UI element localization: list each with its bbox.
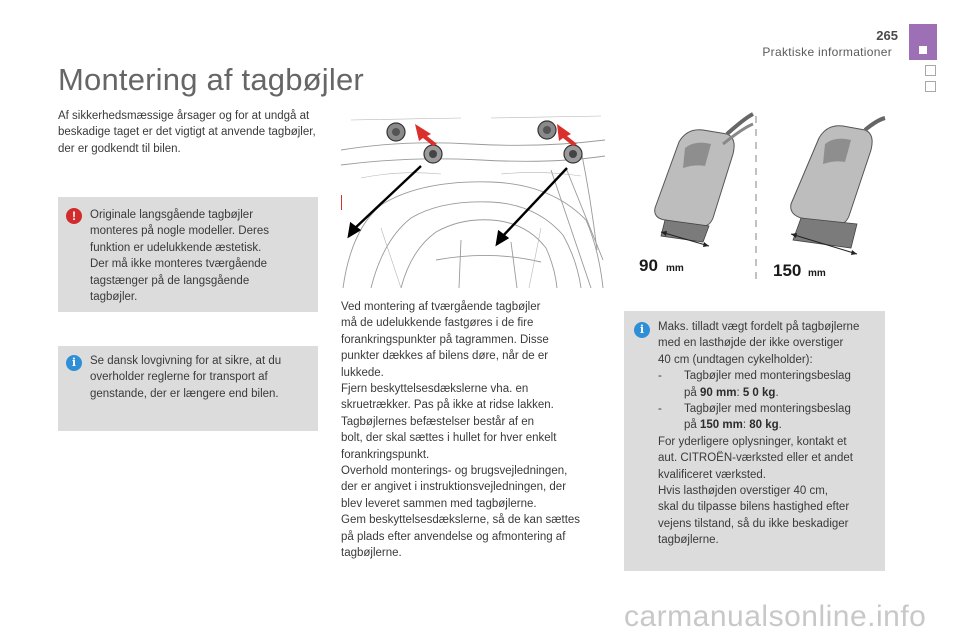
load-line: med en lasthøjde der ikke overstiger bbox=[658, 337, 844, 350]
instruction-line: blev leveret sammen med tagbøjlerne. bbox=[341, 497, 537, 510]
load-line: Hvis lasthøjden overstiger 40 cm, bbox=[658, 485, 829, 498]
load-line: For yderligere oplysninger, kontakt et bbox=[658, 435, 847, 448]
section-title: Praktiske informationer bbox=[762, 45, 892, 59]
mount-90-unit: mm bbox=[666, 263, 684, 274]
load-item-line: Tagbøjler med monteringsbeslag bbox=[684, 370, 851, 383]
mount-length: 90 mm bbox=[700, 386, 737, 399]
instruction-line: Overhold monterings- og brugsvejledningen, bbox=[341, 465, 568, 478]
list-dash: - bbox=[658, 370, 662, 383]
load-info-box bbox=[624, 311, 885, 571]
chapter-tab-active[interactable] bbox=[909, 24, 937, 60]
load-item-line bbox=[684, 417, 879, 433]
warning-line: tagbøjler. bbox=[90, 291, 138, 304]
info-icon: i bbox=[66, 355, 82, 371]
mounting-instructions bbox=[341, 299, 603, 562]
load-line: 40 cm (undtagen cykelholder): bbox=[658, 353, 813, 366]
load-item-prefix: på bbox=[684, 419, 700, 432]
instruction-line: punkter dækkes af bilens døre, når de er bbox=[341, 350, 549, 363]
load-item-end: . bbox=[775, 386, 779, 399]
law-line: Se dansk lovgivning for at sikre, at du bbox=[90, 355, 282, 367]
instruction-line: Fjern beskyttelsesdækslerne vha. en bbox=[341, 383, 529, 396]
law-line: overholder reglerne for transport af bbox=[90, 371, 268, 384]
law-info-box bbox=[58, 346, 318, 431]
load-line: tagbøjlerne. bbox=[658, 534, 719, 547]
intro-paragraph: Af sikkerhedsmæssige årsager og for at undgå at beskadige taget er det vigtigt at anvende tagbøjler, der er godkendt til bilen. bbox=[58, 110, 316, 155]
load-line: skal du tilpasse bilens hastighed efter bbox=[658, 501, 850, 514]
instruction-line: lukkede. bbox=[341, 366, 384, 379]
load-item-sep: : bbox=[742, 419, 750, 432]
load-item-line: Tagbøjler med monteringsbeslag bbox=[684, 403, 851, 416]
max-weight: 5 0 kg bbox=[742, 386, 776, 399]
warning-line: Der må ikke monteres tværgående bbox=[90, 258, 268, 271]
anchor-bolt-left-icon bbox=[424, 145, 442, 163]
warning-line: monteres på nogle modeller. Deres bbox=[90, 225, 269, 238]
load-line: aut. CITROËN-værksted eller et andet bbox=[658, 452, 853, 465]
load-item-prefix: på bbox=[684, 386, 700, 399]
instruction-line: forankringspunkter på tagrammen. Disse bbox=[341, 333, 549, 346]
mount-length: 150 mm bbox=[700, 419, 743, 432]
page-number: 265 bbox=[876, 28, 898, 43]
load-line: vejens tilstand, så du ikke beskadiger bbox=[658, 517, 849, 530]
anchor-cover-right-icon bbox=[538, 121, 556, 139]
warning-line: Originale langsgående tagbøjler bbox=[90, 209, 254, 221]
load-line: Maks. tilladt vægt fordelt på tagbøjlerne bbox=[658, 321, 860, 333]
load-item-end: . bbox=[778, 419, 782, 432]
instruction-line: skruetrækker. Pas på ikke at ridse lakken. bbox=[341, 399, 554, 412]
chapter-tab-empty[interactable] bbox=[925, 65, 936, 76]
mount-90-number: 90 bbox=[639, 256, 658, 275]
list-dash: - bbox=[658, 403, 662, 416]
load-line: kvalificeret værksted. bbox=[658, 468, 767, 481]
chapter-tab-empty[interactable] bbox=[925, 81, 936, 92]
warning-icon: ! bbox=[66, 208, 82, 224]
instruction-line: bolt, der skal sættes i hullet for hver enkelt bbox=[341, 432, 557, 445]
anchor-bolt-right-icon bbox=[564, 145, 582, 163]
load-item-sep: : bbox=[736, 386, 743, 399]
page-title: Montering af tagbøjler bbox=[58, 62, 364, 97]
warning-box bbox=[58, 197, 318, 312]
max-weight: 80 kg bbox=[749, 419, 779, 432]
warning-line: tagstænger på de langsgående bbox=[90, 274, 250, 287]
law-line: genstande, der er længere end bilen. bbox=[90, 387, 279, 400]
tab-marker-icon bbox=[919, 46, 927, 54]
instruction-line: må de udelukkende fastgøres i de fire bbox=[341, 317, 534, 330]
mount-150-unit: mm bbox=[808, 268, 826, 279]
load-list-item bbox=[658, 368, 879, 401]
instruction-line: forankringspunkt. bbox=[341, 448, 430, 461]
roof-rack-foot-illustration bbox=[625, 108, 887, 283]
instruction-line: på plads efter anvendelse og afmontering af bbox=[341, 530, 566, 543]
load-list-item bbox=[658, 401, 879, 434]
info-icon: i bbox=[634, 322, 650, 338]
mount-150-number: 150 bbox=[773, 261, 802, 280]
roof-anchor-illustration bbox=[341, 110, 605, 288]
instruction-line: tagbøjlerne. bbox=[341, 547, 402, 560]
load-item-line bbox=[684, 385, 879, 401]
instruction-line: Ved montering af tværgående tagbøjler bbox=[341, 301, 541, 313]
warning-line: funktion er udelukkende æstetisk. bbox=[90, 241, 262, 254]
watermark: carmanualsonline.info bbox=[624, 600, 927, 633]
anchor-cover-left-icon bbox=[387, 123, 405, 141]
instruction-line: Gem beskyttelsesdækslerne, så de kan sættes bbox=[341, 514, 581, 527]
instruction-line: Tagbøjlernes befæstelser består af en bbox=[341, 415, 535, 428]
instruction-line: der er angivet i instruktionsvejledningen, der bbox=[341, 481, 567, 494]
